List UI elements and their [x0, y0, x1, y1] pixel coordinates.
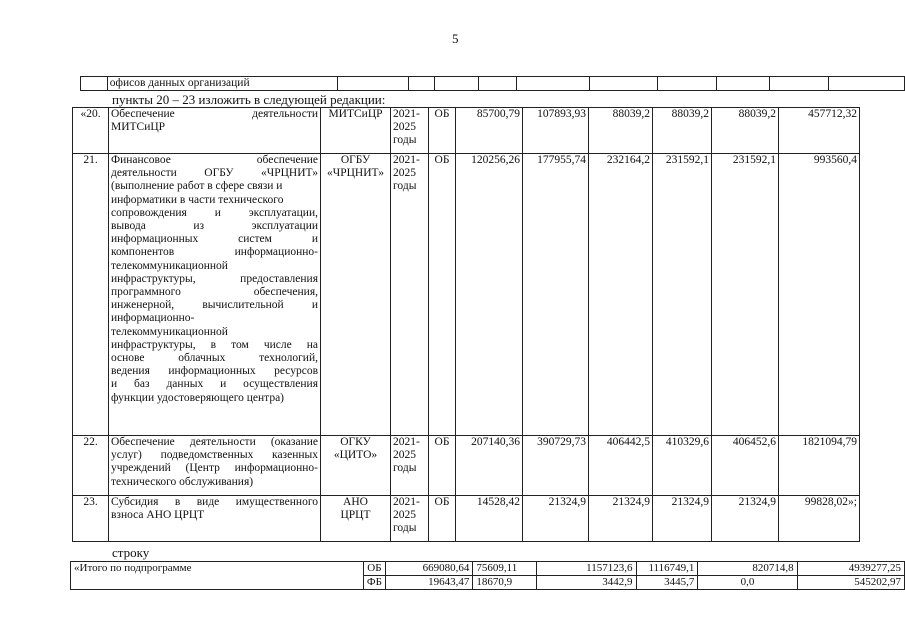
- cell-value: 19643,47: [385, 576, 473, 590]
- cell-value: 1821094,79: [779, 436, 860, 496]
- cell-value: 88039,2: [589, 108, 653, 154]
- cell-value: 3442,9: [537, 576, 636, 590]
- cell-source: ОБ: [429, 108, 456, 154]
- subheading: строку: [112, 545, 150, 560]
- cell-name: офисов данных организаций: [107, 77, 338, 91]
- cell-value: 410329,6: [653, 436, 712, 496]
- cell-source: ФБ: [363, 576, 385, 590]
- table-row: [73, 154, 860, 436]
- cell-value: 545202,97: [797, 576, 904, 590]
- cell-value: 18670,9: [473, 576, 537, 590]
- cell-value: 231592,1: [653, 154, 712, 436]
- cell-value: 4939277,25: [797, 562, 904, 576]
- cell-value: 390729,73: [523, 436, 589, 496]
- cell-source: ОБ: [429, 496, 456, 542]
- table-row: [71, 562, 905, 576]
- cell-value: 232164,2: [589, 154, 653, 436]
- cell-source: ОБ: [363, 562, 385, 576]
- cell-value: 0,0: [698, 576, 797, 590]
- cell-value: 120256,26: [456, 154, 523, 436]
- cell-value: 85700,79: [456, 108, 523, 154]
- cell-value: 1157123,6: [537, 562, 636, 576]
- cell-name: Обеспечение деятельности МИТСиЦР: [109, 108, 321, 154]
- cell-executor: МИТСиЦР: [321, 108, 391, 154]
- cell-value: 3445,7: [636, 576, 698, 590]
- cell-value: 21324,9: [653, 496, 712, 542]
- cell-value: 457712,32: [779, 108, 860, 154]
- cell-value: 21324,9: [589, 496, 653, 542]
- cell-value: 99828,02»;: [779, 496, 860, 542]
- cell-value: 88039,2: [712, 108, 779, 154]
- table-row: [81, 77, 905, 91]
- cell-period: 2021- 2025 годы: [391, 436, 429, 496]
- cell-value: 14528,42: [456, 496, 523, 542]
- cell-value: 107893,93: [523, 108, 589, 154]
- cell-period: 2021- 2025 годы: [391, 154, 429, 436]
- cell-value: 1116749,1: [636, 562, 698, 576]
- cell-value: 21324,9: [523, 496, 589, 542]
- program-items-table: [72, 107, 860, 542]
- cell-value: 669080,64: [385, 562, 473, 576]
- page-number: 5: [452, 31, 459, 46]
- cell-value: 207140,36: [456, 436, 523, 496]
- cell-name: Субсидия в виде имущественного взноса АНО ЦРЦТ: [109, 496, 321, 542]
- instruction-heading: пункты 20 – 23 изложить в следующей редакции:: [112, 92, 386, 107]
- cell-name: Обеспечение деятельности (оказание услуг) подведомственных казенных учреждений (Центр информационно- технического обслуживания): [109, 436, 321, 496]
- cell-value: 406442,5: [589, 436, 653, 496]
- cell-number: 23.: [73, 496, 109, 542]
- continuation-row-table: [80, 76, 905, 91]
- total-label: «Итого по подпрограмме: [71, 562, 364, 590]
- cell-value: 993560,4: [779, 154, 860, 436]
- cell-number: 21.: [73, 154, 109, 436]
- cell-value: 21324,9: [712, 496, 779, 542]
- table-row: [73, 436, 860, 496]
- cell-number: 22.: [73, 436, 109, 496]
- cell-period: 2021- 2025 годы: [391, 496, 429, 542]
- cell-value: 406452,6: [712, 436, 779, 496]
- cell-executor: ОГБУ «ЧРЦНИТ»: [321, 154, 391, 436]
- cell-value: 177955,74: [523, 154, 589, 436]
- cell-name: Финансовое обеспечение деятельности ОГБУ «ЧРЦНИТ» (выполнение работ в сфере связи и информатики в части технического сопровождения и эксплуатации, вывода из эксплуатации информационных систем и компонентов информационно- телекоммуникационной инфраструктуры, предоставления программного обеспечения, инженерной, вычислительной и информационно- телекоммуникационной инфраструктуры, в том числе на основе облачных технологий, ведения информационных ресурсов и баз данных и осуществления функции удостоверяющего центра): [109, 154, 321, 436]
- cell-source: ОБ: [429, 436, 456, 496]
- cell-period: 2021- 2025 годы: [391, 108, 429, 154]
- cell-value: 88039,2: [653, 108, 712, 154]
- cell-value: 75609,11: [473, 562, 537, 576]
- cell-executor: АНО ЦРЦТ: [321, 496, 391, 542]
- subprogram-total-table: [70, 561, 905, 590]
- cell-source: ОБ: [429, 154, 456, 436]
- table-row: [73, 496, 860, 542]
- cell-value: 231592,1: [712, 154, 779, 436]
- cell-executor: ОГКУ «ЦИТО»: [321, 436, 391, 496]
- cell-number: «20.: [73, 108, 109, 154]
- table-row: [73, 108, 860, 154]
- cell-value: 820714,8: [698, 562, 797, 576]
